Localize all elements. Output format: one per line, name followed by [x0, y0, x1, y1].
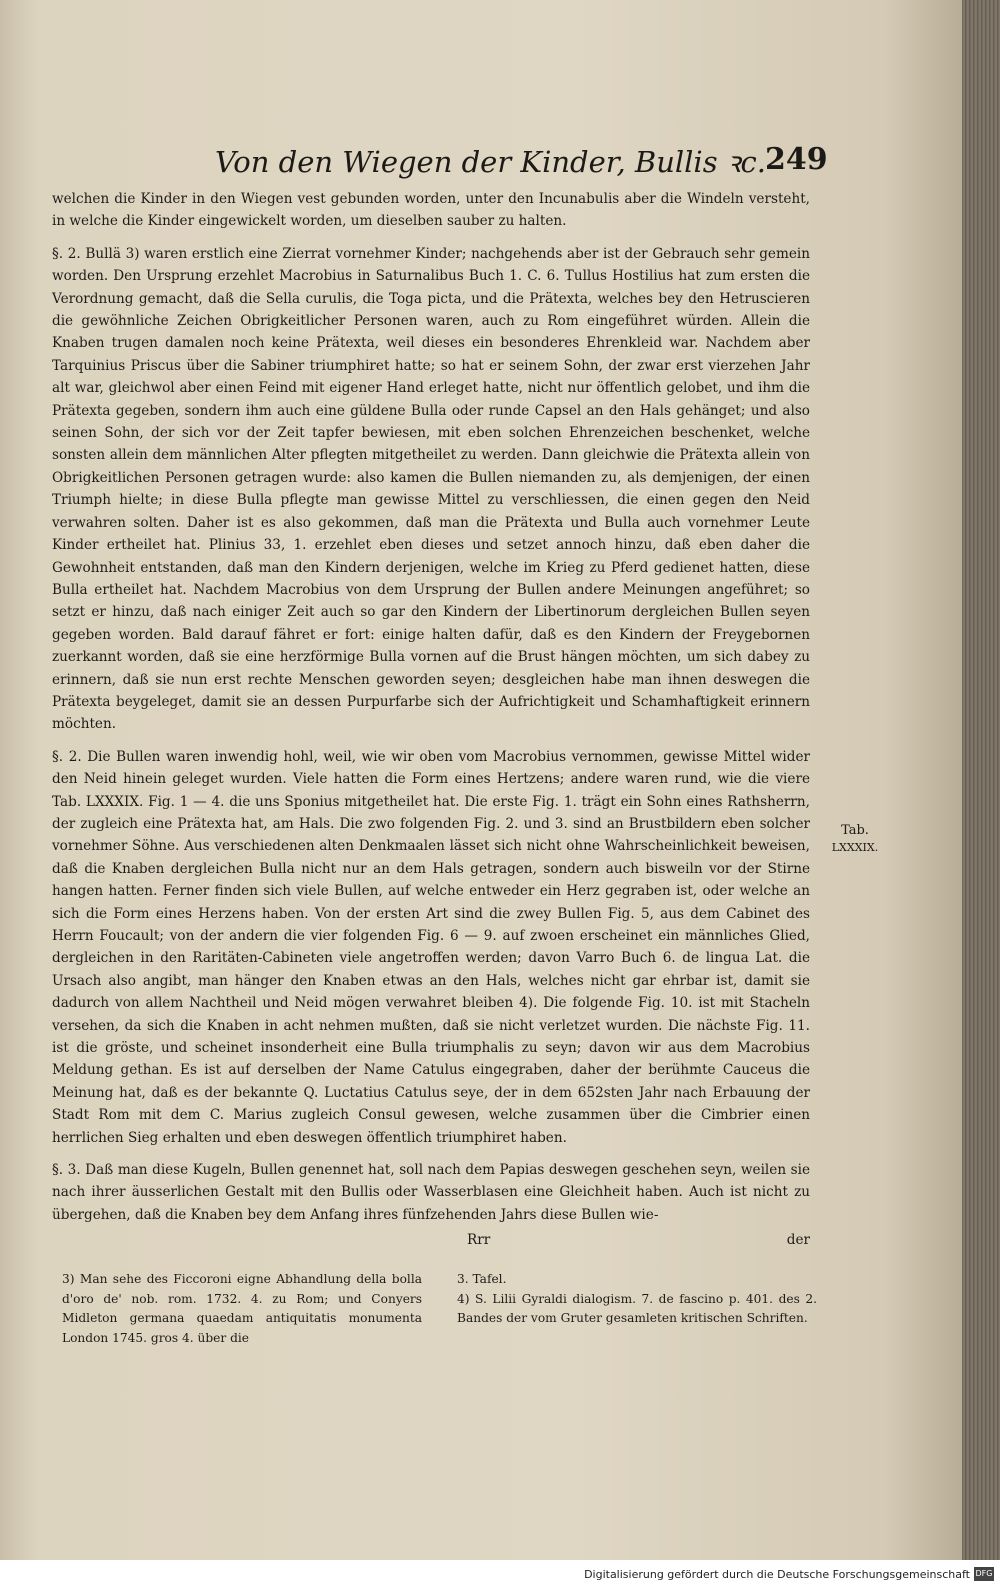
margin-note-line: Tab. — [841, 823, 869, 838]
catch-line — [52, 1232, 810, 1254]
signature-mark: Rrr — [467, 1232, 491, 1248]
page-edge — [962, 0, 1000, 1560]
dfg-logo-icon: DFG — [974, 1567, 994, 1581]
page-number: 249 — [765, 142, 828, 177]
margin-note-line: LXXXIX. — [831, 841, 879, 854]
body-text — [52, 188, 810, 1236]
footnote-right: 3. Tafel. 4) S. Lilii Gyraldi dialogism. 7. de fascino p. 401. des 2. Bandes der vom Gruter gesamleten kritischen Schriften. — [457, 1272, 817, 1325]
margin-note — [820, 822, 890, 856]
paragraph: §. 3. Daß man diese Kugeln, Bullen genennet hat, soll nach dem Papias deswegen geschehen seyn, weilen sie nach ihrer äusserlichen Gestalt mit den Bullis oder Wasserblasen eine Gleichheit haben. Auch ist nicht zu übergehen, daß die Knaben bey dem Anfang ihres fünfzehenden Jahrs diese Bullen wie- — [52, 1162, 810, 1223]
paragraph: welchen die Kinder in den Wiegen vest gebunden worden, unter den Incunabulis aber die Windeln versteht, in welche die Kinder eingewickelt worden, um dieselben sauber zu halten. — [52, 191, 810, 230]
header-title: Von den Wiegen der Kinder, Bullis ꝛc. — [215, 145, 766, 179]
paragraph: §. 2. Bullä 3) waren erstlich eine Zierrat vornehmer Kinder; nachgehends aber ist der Gebrauch sehr gemein worden. Den Ursprung erzehlet Macrobius in Saturnalibus Buch 1. C. 6. Tullus Hostilius hat zum ersten die Verordnung gemacht, daß die Sella curulis, die Toga picta, und die Prätexta, welches bey den Hetruscieren die gewöhnliche Zeichen Obrigkeitlicher Personen waren, auch zu Rom eingeführet würden. Allein die Knaben trugen damalen noch keine Prätexta, weil dieses ein besonderes Ehrenkleid war. Nachdem aber Tarquinius Priscus über die Sabiner triumphiret hatte; so hat er seinem Sohn, der zwar erst vierzehen Jahr alt war, gleichwol aber einen Feind mit eigener Hand erleget hatte, nicht nur öffentlich gelobet, und ihm die Prätexta gegeben, sondern ihm auch eine güldene Bulla oder runde Capsel an den Hals gehänget; und also seinen Sohn, der sich vor der Zeit tapfer bewiesen, mit eben solchen Ehrenzeichen beschenket, welche sonsten allein dem männlichen Alter pflegten mitgetheilet zu werden. Dann gleichwie die Prätexta allein von Obrigkeitlichen Personen getragen wurde: also kamen die Bullen niemanden zu, als demjenigen, der einen Triumph hielte; in diese Bulla pflegte man gewisse Mittel zu verschliessen, die einen gegen den Neid verwahren solten. Daher ist es also gekommen, daß man die Prätexta und Bulla auch vornehmer Leute Kinder ertheilet hat. Plinius 33, 1. erzehlet eben dieses und setzet annoch hinzu, daß eben daher die Gewohnheit entstanden, daß man den Kindern derjenigen, welche im Krieg zu Pferd gedienet hatten, diese Bulla ertheilet hat. Nachdem Macrobius von dem Ursprung der Bullen andere Meinungen angeführet; so setzt er hinzu, daß nach einiger Zeit auch so gar den Kindern der Libertinorum dergleichen Bullen seyen gegeben worden. Bald darauf fähret er fort: einige halten dafür, daß es den Kindern der Freygebornen zuerkannt worden, daß sie eine herzförmige Bulla vornen auf die Brust hängen möchten, um sich dabey zu erinnern, daß sie nun erst rechte Menschen geworden seyen; desgleichen habe man ihnen deswegen die Prätexta beygeleget, damit sie an dessen Purpurfarbe sich der Aufrichtigkeit und Schamhaftigkeit erinnern möchten. — [52, 245, 810, 733]
paragraph: §. 2. Die Bullen waren inwendig hohl, weil, wie wir oben vom Macrobius vernommen, gewisse Mittel wider den Neid hinein geleget wurden. Viele hatten die Form eines Hertzens; andere waren rund, wie die viere Tab. LXXXIX. Fig. 1 — 4. die uns Sponius mitgetheilet hat. Die erste Fig. 1. trägt ein Sohn eines Rathsherrn, der zugleich eine Prätexta hat, am Hals. Die zwo folgenden Fig. 2. und 3. sind an Brustbildern eben solcher vornehmer Söhne. Aus verschiedenen alten Denkmaalen lässet sich nicht ohne Wahrscheinlichkeit beweisen, daß die Knaben dergleichen Bulla nicht nur an dem Hals getragen, sondern auch bisweiln vor der Stirne hangen hatten. Ferner finden sich viele Bullen, auf welche entweder ein Herz gegraben ist, oder welche an sich die Form eines Herzens haben. Von der ersten Art sind die zwey Bullen Fig. 5, aus dem Cabinet des Herrn Foucault; von der andern die vier folgenden Fig. 6 — 9. auf zwoen erscheinet ein männliches Glied, dergleichen in den Raritäten-Cabineten viele angetroffen werden; davon Varro Buch 6. de lingua Lat. die Ursach also angibt, man hänger den Knaben etwas an den Hals, welches nicht gar ehrbar ist, damit sie dadurch von allem Nachtheil und Neid mögen verwahret bleiben 4). Die folgende Fig. 10. ist mit Stacheln versehen, da sich die Knaben in acht nehmen mußten, daß sie nicht verletzet wurden. Die nächste Fig. 11. ist die gröste, und scheinet insonderheit eine Bulla triumphalis zu seyn; davon wir aus dem Macrobius Meldung gethan. Es ist auf derselben der Name Catulus eingegraben, daher der berühmte Cauceus die Meinung hat, daß es der bekannte Q. Luctatius Catulus seye, der in dem 652sten Jahr nach Erbauung der Stadt Rom mit dem C. Marius zugleich Consul gewesen, welche zusammen über die Cimbrier einen herrlichen Sieg erhalten und eben deswegen öffentlich triumphiret haben. — [52, 748, 810, 1146]
footer-bar — [0, 1560, 1000, 1590]
catchword: der — [786, 1232, 810, 1248]
footnote-left: 3) Man sehe des Ficcoroni eigne Abhandlung della bolla d'oro de' nob. rom. 1732. 4. zu Rom; und Conyers Midleton germana quaedam antiquitatis monumenta London 1745. gros 4. über die — [62, 1272, 422, 1345]
footer-text: Digitalisierung gefördert durch die Deutsche Forschungsgemeinschaft — [584, 1568, 970, 1581]
